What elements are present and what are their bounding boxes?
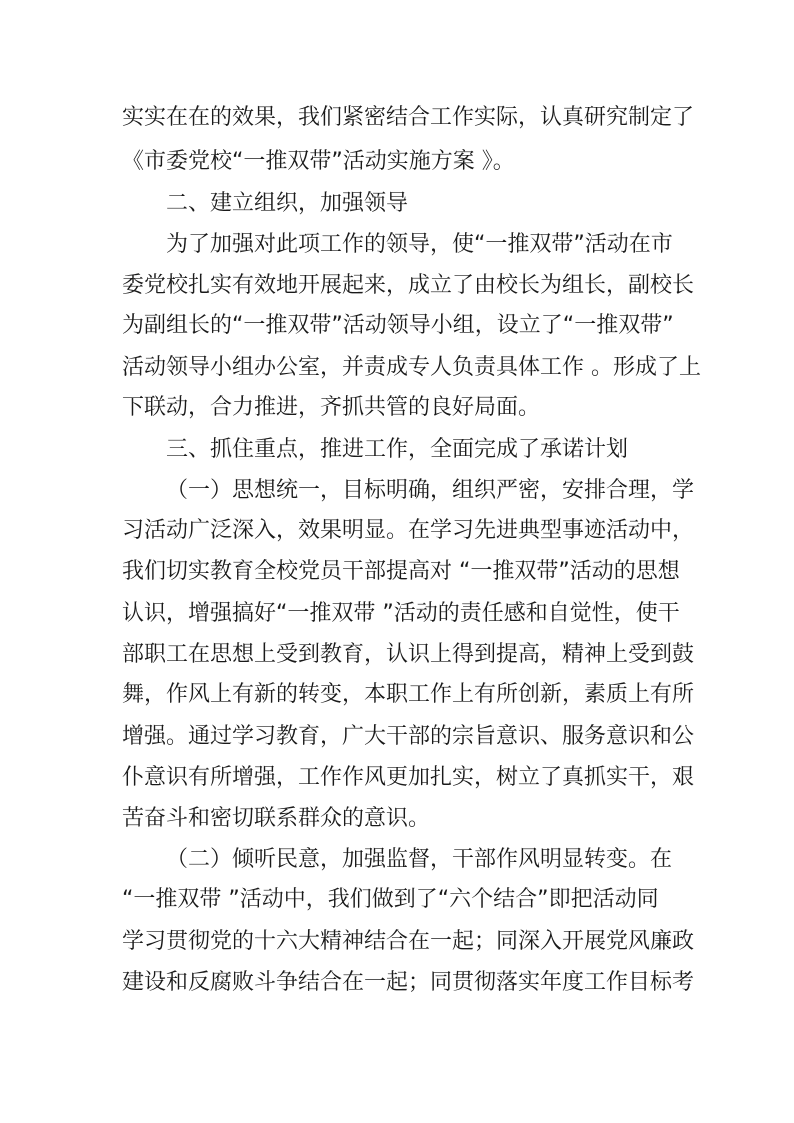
section-heading-2: 二、建立组织，加强领导 <box>166 191 409 216</box>
subsection-heading-1: （一）思想统一，目标明确，组织严密，安排合理，学 <box>166 478 695 503</box>
body-text-line: 认识，增强搞好“一推双带 ”活动的责任感和自觉性，使干 <box>122 601 680 626</box>
body-text-line: 习活动广泛深入，效果明显。在学习先进典型事迹活动中， <box>122 518 695 543</box>
body-text-line: 仆意识有所增强，工作作风更加扎实，树立了真抓实干，艰 <box>122 765 695 790</box>
body-text-line: 委党校扎实有效地开展起来，成立了由校长为组长，副校长 <box>122 273 695 298</box>
body-text-line: 建设和反腐败斗争结合在一起；同贯彻落实年度工作目标考 <box>122 970 695 995</box>
body-text-line: 下联动，合力推进，齐抓共管的良好局面。 <box>122 395 541 420</box>
body-text-line: 部职工在思想上受到教育，认识上得到提高，精神上受到鼓 <box>122 642 695 667</box>
body-text-line: 为副组长的“一推双带”活动领导小组，设立了“一推双带” <box>122 313 674 338</box>
body-text-line: “一推双带 ”活动中，我们做到了“六个结合”即把活动同 <box>122 887 659 912</box>
section-heading-3: 三、抓住重点，推进工作，全面完成了承诺计划 <box>166 437 629 462</box>
body-text-line: 活动领导小组办公室，并责成专人负责具体工作 。形成了上 <box>122 355 701 380</box>
body-text-line: 苦奋斗和密切联系群众的意识。 <box>122 806 431 831</box>
subsection-heading-2: （二）倾听民意，加强监督，干部作风明显转变。在 <box>166 847 673 872</box>
body-text-line: 为了加强对此项工作的领导，使“一推双带”活动在市 <box>166 232 673 257</box>
body-text-line: 实实在在的效果，我们紧密结合工作实际，认真研究制定了 <box>122 105 695 130</box>
body-text-line: 舞，作风上有新的转变，本职工作上有所创新，素质上有所 <box>122 682 695 707</box>
body-text-line: 我们切实教育全校党员干部提高对 “一推双带”活动的思想 <box>122 559 680 584</box>
body-text-line: 增强。通过学习教育，广大干部的宗旨意识、服务意识和公 <box>122 724 695 749</box>
body-text-line: 《市委党校“一推双带”活动实施方案 》。 <box>122 149 515 174</box>
body-text-line: 学习贯彻党的十六大精神结合在一起；同深入开展党风廉政 <box>122 929 695 954</box>
